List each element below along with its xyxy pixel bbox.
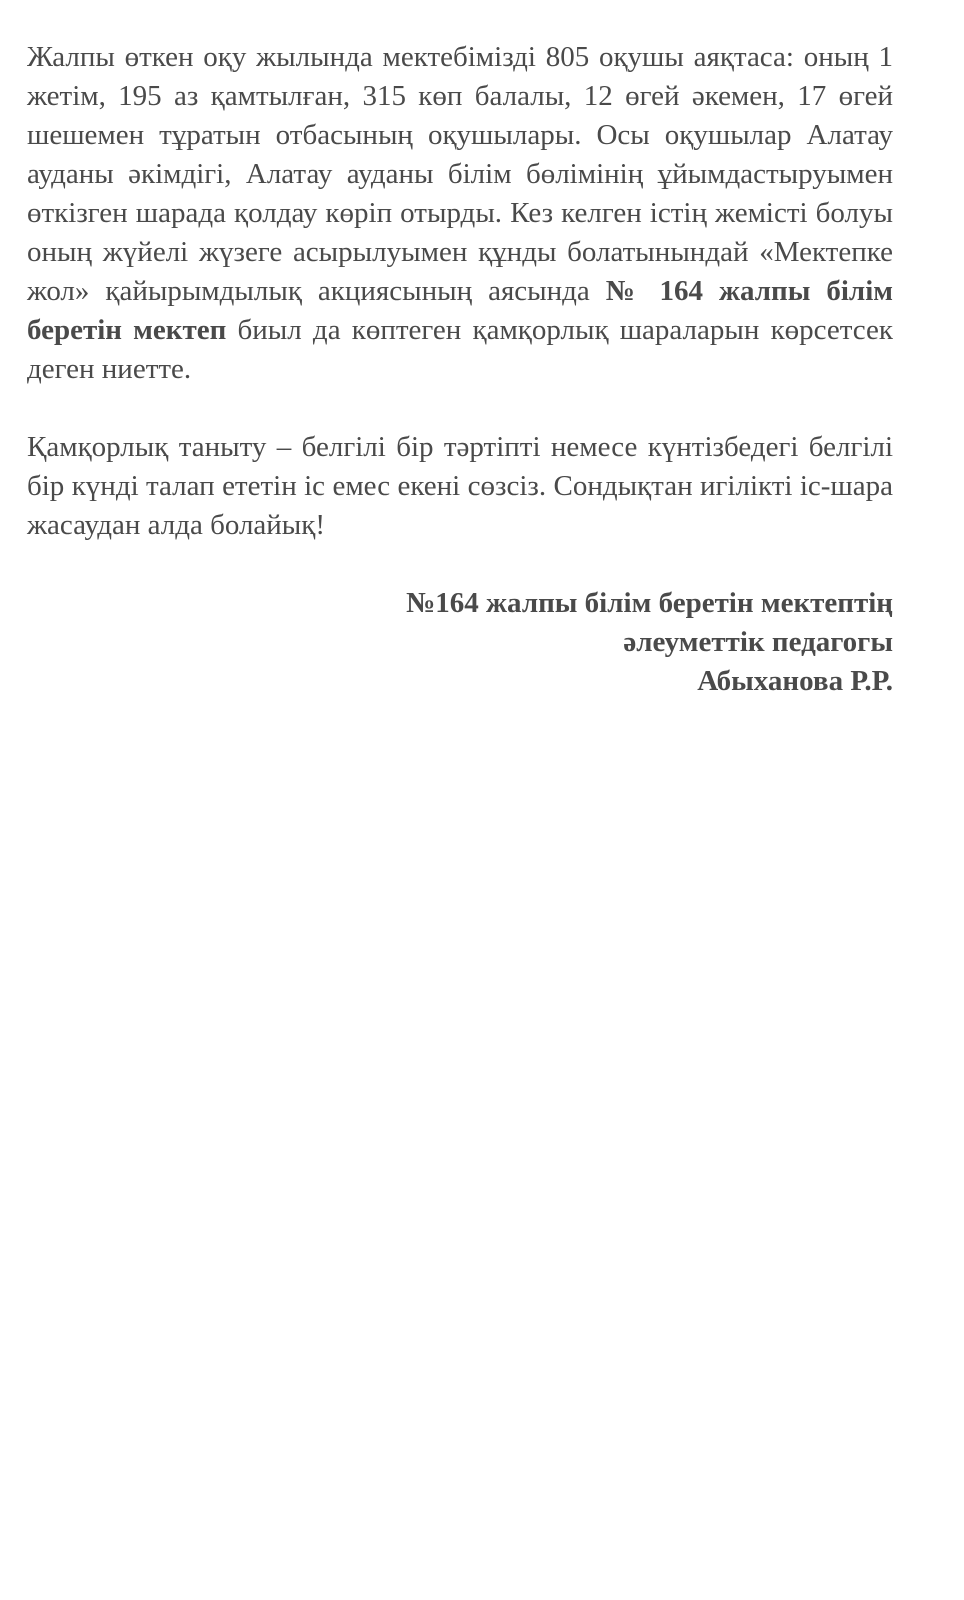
signature-block (27, 584, 893, 701)
signature-author: Абыханова Р.Р. (697, 665, 893, 697)
paragraph-1 (27, 38, 893, 389)
signature-position: әлеуметтік педагогы (623, 626, 893, 658)
paragraph-1-text-before: Жалпы өткен оқу жылында мектебімізді 805 оқушы аяқтаса: оның 1 жетім, 195 аз қамтылған, 315 көп балалы, 12 өгей әкемен, 17 өгей шешемен тұратын отбасының оқушылары. Осы оқушылар Алатау ауданы әкімдігі, Алатау ауданы білім бөлімінің ұйымдастыруымен өткізген шарада қолдау көріп отырды. Кез келген істің жемісті болуы оның жүйелі жүзеге асырылуымен құнды болатынындай «Мектепке жол» қайырымдылық акциясының аясында (27, 41, 893, 307)
school-name-bold: № 164 жалпы білім беретін мектеп (27, 275, 894, 346)
paragraph-2 (27, 428, 893, 545)
paragraph-1-text-after: биыл да көптеген қамқорлық шараларын көрсетсек деген ниетте. (27, 314, 893, 385)
signature-school: №164 жалпы білім беретін мектептің (406, 587, 893, 619)
paragraph-2-text: Қамқорлық таныту – белгілі бір тәртіпті немесе күнтізбедегі белгілі бір күнді талап ететін іс емес екені сөзсіз. Сондықтан игілікті іс-шара жасаудан алда болайық! (27, 431, 893, 541)
document-body (27, 38, 893, 701)
